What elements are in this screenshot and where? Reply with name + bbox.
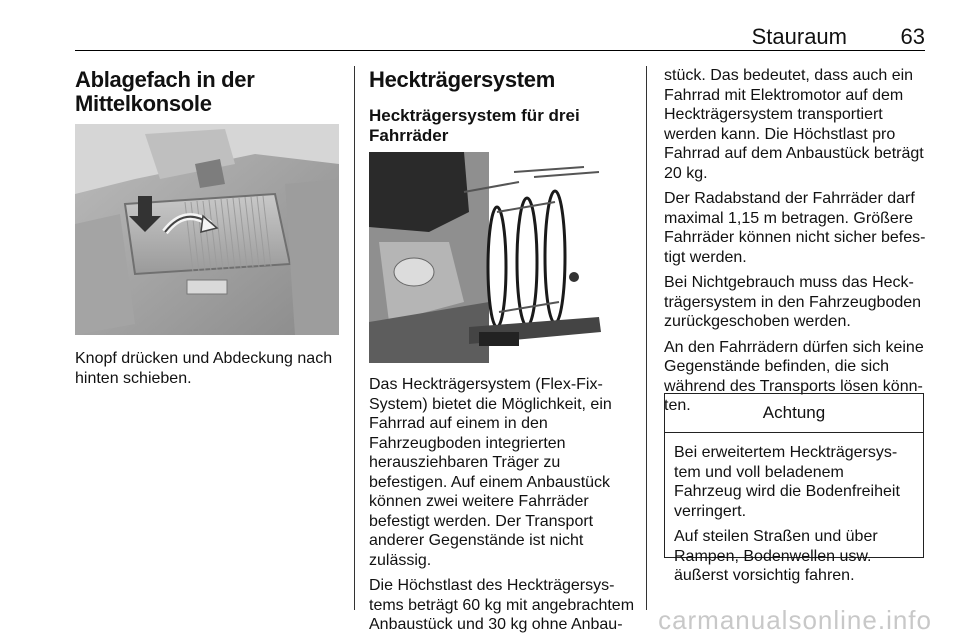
- column-divider-2: [646, 66, 647, 610]
- section-title: Stauraum: [751, 24, 847, 49]
- warning-title: Achtung: [665, 394, 923, 433]
- col3-paragraph-4: An den Fahrrädern dürfen sich keine Gegenstände befinden, die sich während des Transports lösen könn-ten.: [664, 338, 924, 414]
- warning-paragraph-2: Auf steilen Straßen und über Rampen, Bodenwellen usw. äußerst vorsichtig fahren.: [674, 528, 878, 584]
- col3-paragraph-1: stück. Das bedeutet, dass auch ein Fahrrad mit Elektromotor auf dem Heckträgersystem transportiert werden kann. Die Höchstlast pro Fahrrad auf dem Anbaustück beträgt 20 kg.: [664, 67, 924, 182]
- bike-carrier-photo: [369, 152, 632, 363]
- bike-carrier-paragraph-1: Das Heckträgersystem (Flex-Fix-System) bietet die Möglichkeit, ein Fahrrad auf einem in den Fahrzeugboden integrierten herausziehbaren Träger zu befestigen. Auf einem Anbaustück können zwei weitere Fahrräder befestigt werden. Der Transport anderer Gegenstände ist nicht zulässig.: [369, 376, 612, 569]
- page-header: [75, 24, 925, 50]
- column-2-body: [369, 375, 641, 641]
- column-2-headings: [369, 68, 639, 146]
- warning-body: [665, 433, 923, 586]
- header-rule: [75, 50, 925, 51]
- col3-paragraph-2: Der Radabstand der Fahrräder darf maximal 1,15 m betragen. Größere Fahrräder können nicht sicher befes-tigt werden.: [664, 190, 926, 266]
- bike-carrier-heading: Heckträgersystem: [369, 67, 555, 92]
- column-divider-1: [354, 66, 355, 610]
- column-1: [75, 68, 345, 116]
- console-heading: Ablagefach in der Mittelkonsole: [75, 67, 255, 116]
- watermark: carmanualsonline.info: [658, 605, 932, 635]
- bike-carrier-paragraph-2: Die Höchstlast des Heckträgersys-tems beträgt 60 kg mit angebrachtem Anbaustück und 30 kg ohne Anbau-: [369, 577, 635, 633]
- console-caption: Knopf drücken und Abdeckung nach hinten schieben.: [75, 350, 333, 387]
- console-caption-block: [75, 349, 345, 394]
- warning-box: [664, 393, 924, 584]
- column-3-body: [664, 66, 926, 422]
- bike-carrier-subheading: Heckträgersystem für drei Fahrräder: [369, 106, 580, 145]
- page-number: 63: [900, 24, 925, 49]
- warning-paragraph-1: Bei erweitertem Heckträgersys-tem und voll beladenem Fahrzeug wird die Bodenfreiheit verringert.: [674, 444, 900, 520]
- console-photo: [75, 124, 339, 335]
- col3-paragraph-3: Bei Nichtgebrauch muss das Heck-trägersystem in den Fahrzeugboden zurückgeschoben werden.: [664, 274, 922, 330]
